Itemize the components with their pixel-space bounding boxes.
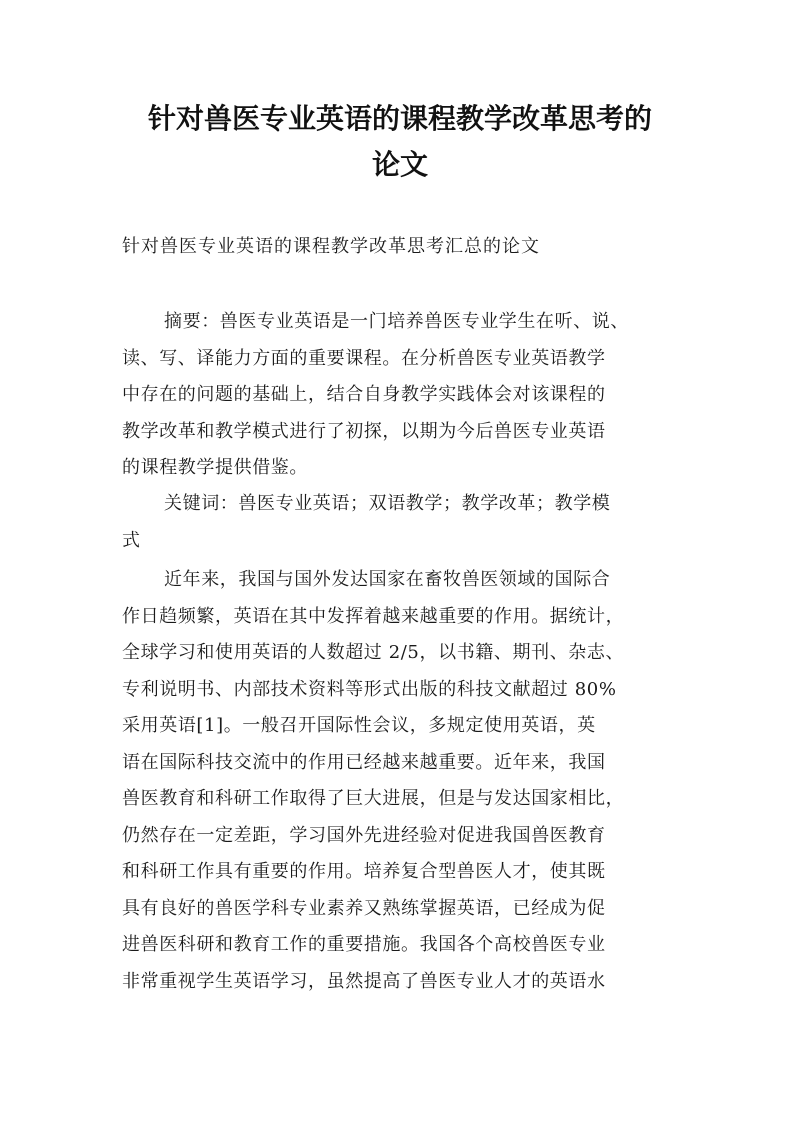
body-line: 仍然存在一定差距，学习国外先进经验对促进我国兽医教育 [122, 824, 606, 846]
body-line: 具有良好的兽医学科专业素养又熟练掌握英语，已经成为促 [122, 897, 606, 919]
body-line: 近年来，我国与国外发达国家在畜牧兽医领域的国际合 [164, 569, 611, 590]
keywords-line: 关键词：兽医专业英语；双语教学；教学改革；教学模 [164, 493, 611, 514]
body-line: 非常重视学生英语学习，虽然提高了兽医专业人才的英语水 [122, 970, 606, 992]
document-subtitle: 针对兽医专业英语的课程教学改革思考汇总的论文 [122, 236, 540, 257]
body-line: 采用英语[1]。一般召开国际性会议，多规定使用英语，英 [122, 715, 596, 736]
abstract-paragraph [122, 304, 682, 487]
body-line: 进兽医科研和教育工作的重要措施。我国各个高校兽医专业 [122, 934, 606, 955]
body-paragraph [122, 562, 682, 1000]
keywords-paragraph [122, 486, 682, 559]
body-line: 兽医教育和科研工作取得了巨大进展，但是与发达国家相比， [122, 788, 625, 809]
body-line: 和科研工作具有重要的作用。培养复合型兽医人才，使其既 [122, 861, 606, 882]
keywords-line: 式 [122, 529, 141, 551]
body-line: 作日趋频繁，英语在其中发挥着越来越重要的作用。据统计， [122, 605, 625, 627]
abstract-line: 的课程教学提供借鉴。 [122, 457, 308, 478]
document-title-line-1: 针对兽医专业英语的课程教学改革思考的 [147, 102, 652, 135]
abstract-line: 摘要：兽医专业英语是一门培养兽医专业学生在听、说、 [164, 311, 629, 332]
body-line: 专利说明书、内部技术资料等形式出版的科技文献超过 80% [122, 678, 617, 700]
abstract-line: 中存在的问题的基础上，结合自身教学实践体会对该课程的 [122, 384, 606, 405]
document-title-line-2: 论文 [371, 148, 428, 181]
body-line: 全球学习和使用英语的人数超过 2/5，以书籍、期刊、杂志、 [122, 642, 625, 663]
abstract-line: 教学改革和教学模式进行了初探，以期为今后兽医专业英语 [122, 420, 606, 442]
abstract-line: 读、写、译能力方面的重要课程。在分析兽医专业英语教学 [122, 347, 606, 369]
body-line: 语在国际科技交流中的作用已经越来越重要。近年来，我国 [122, 751, 606, 773]
